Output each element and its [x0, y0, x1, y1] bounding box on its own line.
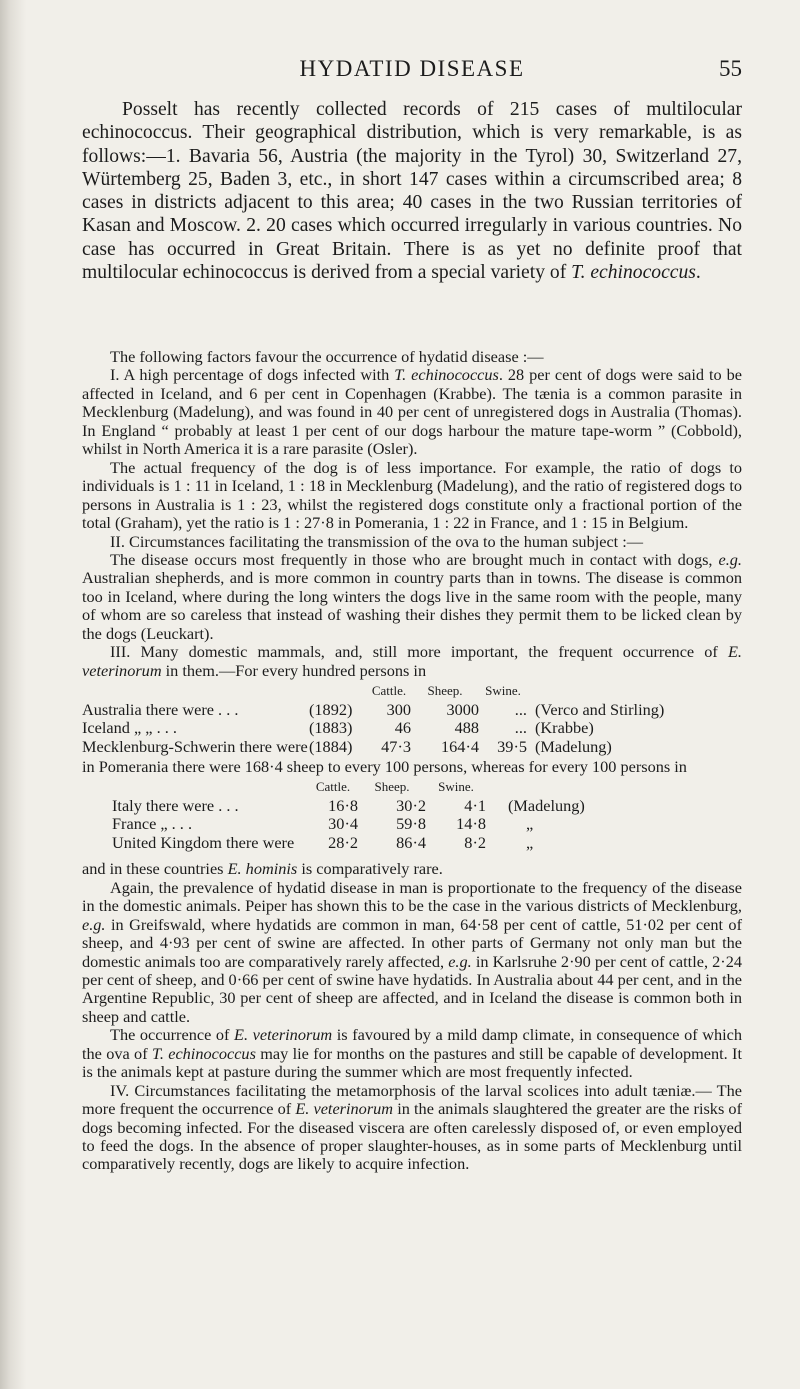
- text-run: is comparatively rare.: [297, 859, 443, 879]
- italic-term: E. hominis: [227, 859, 298, 879]
- sheep-value: 86·4: [396, 832, 426, 852]
- row-label: France „ . . .: [112, 814, 193, 834]
- cattle-value: 47·3: [381, 736, 411, 756]
- livestock-table-2: [112, 778, 585, 852]
- cattle-value: 300: [386, 699, 411, 719]
- italic-term: T. echinococcus: [571, 262, 696, 284]
- page-edge-shadow: [0, 0, 26, 1389]
- cattle-value: 16·8: [328, 795, 358, 815]
- row-year: (1883): [309, 718, 353, 738]
- italic-term: E. veterinorum: [295, 1099, 394, 1119]
- row-label: Mecklenburg-Schwerin there were: [82, 736, 308, 756]
- text-run: is favoured by a mild damp climate, in consequence of which the ova of: [82, 1025, 742, 1063]
- paragraph-factor-I: [82, 366, 742, 458]
- paragraph-factor-II: II. Circumstances facilitating the transmission of the ova to the human subject :—: [110, 531, 644, 551]
- paragraph-factor-III: [82, 643, 742, 680]
- text-run: and in these countries: [82, 859, 228, 879]
- text-run: Australian shepherds, and is more common in country parts than in towns. The disease is common too in Iceland, where during the long winters the dogs live in the same room with the people, many of whom are so careless that instead of washing their dishes they permit them to be licked clean by the dogs (Leuckart).: [82, 568, 742, 643]
- swine-value: 14·8: [456, 814, 486, 834]
- row-label: Italy there were . . .: [112, 795, 239, 815]
- body-section: [82, 348, 742, 1174]
- paragraph-climate: [82, 1026, 742, 1081]
- page-header: [82, 56, 742, 86]
- paragraph-rare: [82, 860, 742, 878]
- table-row: [82, 738, 664, 756]
- text-run: Posselt has recently collected records of 215 cases of multilocular echinococcus. Their geographical distribution, which is very remarkable, is as follows:—1. Bavaria 56, Austria (the majority in the Tyrol) 30, Switzerland 27, Würtemberg 25, Baden 3, etc., in short 147 cases within a circumscribed area; 8 cases in districts adjacent to this area; 40 cases in the two Russian territories of Kasan and Moscow. 2. 20 cases which occurred irregularly in various countries. No case has occurred in Great Britain. There is as yet no definite proof that multilocular echinococcus is derived from a special variety of: [82, 99, 742, 284]
- swine-value: 39·5: [497, 736, 527, 756]
- row-source: (Madelung): [535, 736, 612, 756]
- swine-value: 4·1: [464, 795, 486, 815]
- row-label: Iceland „ „ . . .: [82, 718, 177, 738]
- row-source: (Verco and Stirling): [535, 699, 665, 719]
- column-header: Sheep.: [374, 779, 410, 795]
- text-run: in Greifswald, where hydatids are common in man, 64·58 per cent of cattle, 51·02 per cent of sheep, and 4·93 per cent of swine are affected. In other parts of Germany not only man but the domestic animals too are comparatively rarely affected,: [82, 914, 742, 971]
- column-header: Sheep.: [427, 683, 463, 699]
- paragraph-factor-IV: [82, 1082, 742, 1174]
- table-row: [82, 719, 664, 737]
- paragraph-contact: [82, 551, 742, 643]
- text-run: III. Many domestic mammals, and, still more important, the frequent occurrence of: [110, 642, 728, 662]
- italic-term: e.g.: [448, 951, 472, 971]
- swine-value: 8·2: [464, 832, 486, 852]
- paragraph-pomerania: in Pomerania there were 168·4 sheep to every 100 persons, whereas for every 100 persons in: [82, 756, 687, 776]
- italic-term: e.g.: [82, 914, 106, 934]
- italic-term: T. echinococcus: [394, 365, 499, 385]
- running-title: HYDATID DISEASE: [299, 56, 525, 81]
- row-label: Australia there were . . .: [82, 699, 239, 719]
- swine-value: ...: [514, 699, 527, 719]
- italic-term: E. veterinorum: [82, 642, 742, 680]
- text-run: in the animals slaughtered the greater are the risks of dogs becoming infected. For the diseased viscera are often carelessly disposed of, or even employed to feed the dogs. In the absence of proper slaughter-houses, as in some parts of Mecklenburg until comparatively recently, dogs are likely to acquire infection.: [82, 1099, 742, 1174]
- sheep-value: 3000: [446, 699, 479, 719]
- row-source: (Krabbe): [535, 718, 594, 738]
- row-source: (Madelung): [508, 795, 585, 815]
- paragraph-ratio: The actual frequency of the dog is of less importance. For example, the ratio of dogs to individuals is 1 : 11 in Iceland, 1 : 18 in Mecklenburg (Madelung), and the ratio of registered dogs to persons in Australia is 1 : 23, whilst the registered dogs constitute only a fractional portion of the total (Graham), yet the ratio is 1 : 27·8 in Pomerania, 1 : 22 in France, and 1 : 15 in Belgium.: [82, 457, 742, 533]
- text-run: I. A high percentage of dogs infected with: [110, 365, 395, 385]
- row-source: „: [526, 832, 534, 852]
- paragraph-prevalence: [82, 879, 742, 1027]
- column-header: Swine.: [485, 683, 521, 699]
- page-number: 55: [719, 56, 742, 81]
- text-run: IV. Circumstances facilitating the metamorphosis of the larval scolices into adult tæniæ.— The more frequent the occurrence of: [82, 1080, 742, 1119]
- table-row: [112, 834, 585, 852]
- table-row: [112, 815, 585, 833]
- text-run: The disease occurs most frequently in those who are brought much in contact with dogs,: [110, 549, 719, 569]
- table-row: [82, 701, 664, 719]
- cattle-value: 30·4: [328, 814, 358, 834]
- intro-section: [82, 98, 742, 284]
- column-header: Cattle.: [371, 683, 407, 699]
- text-run: in them.—For every hundred persons in: [161, 660, 427, 680]
- cattle-value: 46: [394, 718, 411, 738]
- italic-term: E. veterinorum: [234, 1025, 333, 1045]
- table-header-row: [112, 778, 585, 796]
- text-run: . 28 per cent of dogs were said to be affected in Iceland, and 6 per cent in Copenhagen (Krabbe). The tænia is a common parasite in Mecklenburg (Madelung), and was found in 40 per cent of unregistered dogs in Australia (Thomas). In England “ probably at least 1 per cent of our dogs harbour the mature tape-worm ” (Cobbold), whilst in North America it is a rare parasite (Osler).: [82, 365, 742, 459]
- text-run: Again, the prevalence of hydatid disease in man is proportionate to the frequency of the disease in the domestic animals. Peiper has shown this to be the case in the various districts of Mecklenburg,: [82, 877, 742, 916]
- column-header: Cattle.: [315, 779, 351, 795]
- sheep-value: 30·2: [396, 795, 426, 815]
- swine-value: ...: [514, 718, 527, 738]
- table-header-row: [82, 682, 664, 700]
- paragraph-factors: The following factors favour the occurrence of hydatid disease :—: [110, 347, 544, 366]
- row-year: (1892): [309, 699, 353, 719]
- italic-term: T. echinococcus: [151, 1043, 256, 1063]
- italic-term: e.g.: [718, 549, 742, 569]
- column-header: Swine.: [438, 779, 474, 795]
- text-run: The occurrence of: [110, 1025, 235, 1045]
- sheep-value: 488: [454, 718, 479, 738]
- cattle-value: 28·2: [328, 832, 358, 852]
- text-run: may lie for months on the pastures and still be capable of development. It is the animals kept at pasture during the summer which are most frequently infected.: [82, 1043, 743, 1082]
- row-source: „: [526, 814, 534, 834]
- table-row: [112, 797, 585, 815]
- sheep-value: 164·4: [441, 736, 479, 756]
- sheep-value: 59·8: [396, 814, 426, 834]
- intro-paragraph: [82, 98, 742, 284]
- row-year: (1884): [309, 736, 353, 756]
- text-run: .: [695, 262, 701, 284]
- livestock-table-1: [82, 682, 664, 756]
- row-label: United Kingdom there were: [112, 832, 295, 852]
- text-run: in Karlsruhe 2·90 per cent of cattle, 2·24 per cent of sheep, and 0·66 per cent of swine have hydatids. In Australia about 44 per cent, and in the Argentine Republic, 30 per cent of sheep are affected, and in Iceland the disease is common both in sheep and cattle.: [82, 951, 742, 1026]
